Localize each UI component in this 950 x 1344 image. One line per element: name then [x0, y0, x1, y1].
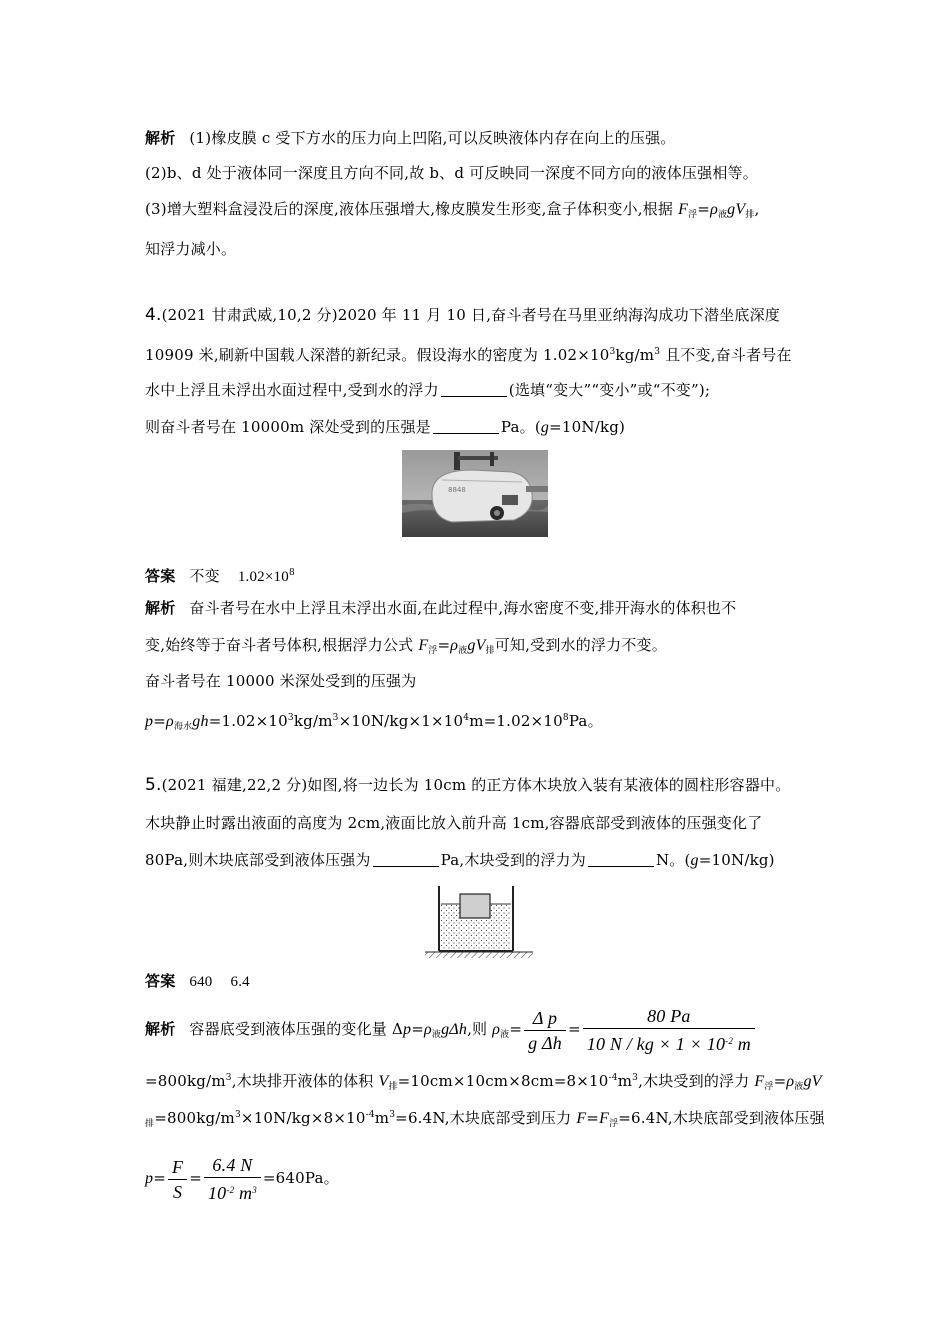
formula-g: g [540, 419, 550, 436]
fraction-6.4N [204, 1154, 261, 1204]
calc-part: =800kg/m [154, 1109, 235, 1127]
superscript: 8 [562, 713, 569, 723]
superscript: 8 [288, 568, 295, 578]
q4-analysis-text-2a: 变,始终等于奋斗者号体积,根据浮力公式 [145, 636, 419, 654]
formula-gV: gV [803, 1073, 822, 1090]
q5-analysis-label: 解析 [145, 1020, 176, 1038]
calc-part: Pa。 [568, 712, 603, 730]
q5-answer-line [145, 971, 250, 992]
formula-F: F [576, 1110, 587, 1127]
q4-analysis-text-1: 奋斗者号在水中上浮且未浮出水面,在此过程中,海水密度不变,排开海水的体积也不 [189, 599, 737, 617]
q5-analysis-line-3 [145, 1105, 825, 1134]
formula-rho: ρ [424, 1021, 432, 1038]
subscript: 液 [717, 210, 728, 220]
formula-dh: Δh [449, 1021, 468, 1038]
formula-p: p [403, 1021, 412, 1038]
fraction-F-over-S [168, 1156, 187, 1203]
calc-part: ,木块排开液体的体积 [231, 1072, 379, 1090]
calc-part: kg/m [293, 712, 333, 730]
fraction-numerator: Δ p [524, 1007, 566, 1031]
subscript: 排 [388, 1082, 398, 1092]
comma: , [754, 200, 760, 218]
subscript: 排 [485, 646, 495, 656]
q3-analysis-label: 解析 [145, 129, 176, 147]
q4-line-2 [145, 342, 792, 365]
superscript: 3 [654, 347, 661, 357]
q4-text-3a: 水中上浮且未浮出水面过程中,受到水的浮力 [145, 381, 439, 399]
answer-blank-4[interactable] [588, 852, 654, 867]
subscript: 液 [458, 646, 468, 656]
q4-analysis-text-3: 奋斗者号在 10000 米深处受到的压强为 [145, 672, 417, 690]
q4-text-2b: kg/m [615, 346, 655, 364]
calc-part: m [617, 1072, 633, 1090]
equals: = [437, 636, 451, 654]
fraction-80pa [583, 1005, 755, 1055]
q4-line-1 [145, 305, 780, 325]
formula-V: V [378, 1073, 389, 1090]
superscript: 3 [389, 1110, 396, 1120]
container-diagram [425, 884, 533, 958]
q5-text-1: (2021 福建,22,2 分)如图,将一边长为 10cm 的正方体木块放入装有某液体的圆柱形容器中。 [161, 776, 791, 794]
q4-analysis-text-2b: 可知,受到水的浮力不变。 [494, 636, 667, 654]
calc-part: m [374, 1109, 390, 1127]
calc-part: ×10N/kg×8×10 [240, 1109, 366, 1127]
formula-p: p [145, 713, 154, 730]
q5-analysis-line-4 [145, 1153, 339, 1203]
subscript: 浮 [609, 1119, 619, 1129]
submarine-photo [402, 450, 548, 537]
formula-F: F [754, 1073, 765, 1090]
formula-rho: ρ [786, 1073, 795, 1090]
formula-rho: ρ [710, 201, 718, 218]
q3-analysis-text-4: 知浮力减小。 [145, 240, 237, 258]
q5-line-3 [145, 850, 775, 871]
equals: = [411, 1020, 424, 1038]
q4-answer-2: 1.02×10 [237, 569, 289, 585]
q5-text-3d: =10N/kg) [698, 851, 775, 869]
q4-line-3 [145, 380, 710, 400]
calc-part: =800kg/m [145, 1072, 226, 1090]
superscript: 3 [252, 1185, 257, 1195]
subscript: 浮 [428, 646, 438, 656]
q4-text-2a: 10909 米,刷新中国载人深潜的新纪录。假设海水的密度为 1.02×10 [145, 346, 610, 364]
denominator-part: 10 N / kg × 1 × 10 [586, 1034, 726, 1054]
superscript: 3 [234, 1110, 241, 1120]
calc-part: =640Pa。 [262, 1169, 339, 1187]
superscript: -2 [226, 1185, 235, 1195]
q4-text-4a: 则奋斗者号在 10000m 深处受到的压强是 [145, 418, 431, 436]
q5-answer-1: 640 [189, 974, 213, 990]
subscript: 液 [500, 1030, 510, 1040]
calc-part: =1.02×10 [208, 712, 288, 730]
formula-p: p [145, 1170, 154, 1187]
q4-analysis-line-4 [145, 708, 603, 737]
q3-analysis-text-2: (2)b、d 处于液体同一深度且方向不同,故 b、d 可反映同一深度不同方向的液体压强相等。 [145, 164, 758, 182]
formula-gh: gh [192, 713, 209, 730]
fraction-denominator: S [172, 1181, 183, 1202]
denominator-part: m [234, 1183, 253, 1203]
q3-analysis-line-1 [145, 128, 676, 148]
q5-analysis-line-1 [145, 1004, 757, 1054]
q3-analysis-text-3: (3)增大塑料盒浸没后的深度,液体压强增大,橡皮膜发生形变,盒子体积变小,根据 [145, 200, 679, 218]
q3-analysis-text-1: (1)橡皮膜 c 受下方水的压力向上凹陷,可以反映液体内存在向上的压强。 [189, 129, 676, 147]
q4-answer-label: 答案 [145, 567, 176, 585]
calc-part: =10cm×10cm×8cm=8×10 [397, 1072, 609, 1090]
subscript: 排 [145, 1119, 155, 1129]
fraction-numerator: 80 Pa [583, 1005, 755, 1029]
superscript: 4 [463, 713, 470, 723]
superscript: 3 [609, 347, 616, 357]
denominator-part: 10 [207, 1183, 227, 1203]
formula-F: F [418, 637, 429, 654]
answer-blank-2[interactable] [433, 419, 499, 434]
formula-gV: gV [467, 637, 486, 654]
formula-g: g [690, 852, 699, 869]
q4-text-3b: (选填“变大”“变小”或“不变”); [508, 381, 711, 399]
q3-analysis-line-2 [145, 163, 758, 183]
q4-analysis-line-2 [145, 635, 667, 661]
q4-analysis-line-1 [145, 598, 736, 618]
q5-analysis-text-1b: ,则 [467, 1020, 493, 1038]
q5-number: 5. [145, 775, 162, 795]
calc-part: ×10N/kg×1×10 [338, 712, 464, 730]
q4-text-1: (2021 甘肃武威,10,2 分)2020 年 11 月 10 日,奋斗者号在马里亚纳海沟成功下潜坐底深度 [161, 306, 780, 324]
equals: = [567, 1020, 581, 1038]
calc-part: ,木块受到的浮力 [638, 1072, 755, 1090]
q5-line-1 [145, 775, 790, 795]
q5-analysis-text-1a: 容器底受到液体压强的变化量 Δ [189, 1020, 404, 1038]
q4-answer-1: 不变 [189, 567, 220, 585]
superscript: -4 [608, 1073, 618, 1083]
q5-analysis-line-2 [145, 1068, 822, 1097]
q5-line-2 [145, 813, 762, 833]
subscript: 排 [745, 210, 755, 220]
answer-blank-1[interactable] [441, 382, 507, 397]
q5-answer-2: 6.4 [230, 974, 250, 990]
equals: = [773, 1072, 787, 1090]
calc-part: m=1.02×10 [469, 712, 563, 730]
q4-line-4 [145, 417, 625, 438]
superscript: 3 [225, 1073, 232, 1083]
formula-gV: gV [727, 201, 746, 218]
formula-rho: ρ [492, 1021, 501, 1038]
formula-rho: ρ [450, 637, 459, 654]
formula-g: g [441, 1021, 450, 1038]
q5-text-2: 木块静止时露出液面的高度为 2cm,液面比放入前升高 1cm,容器底部受到液体的压强变化了 [145, 814, 763, 832]
subscript: 液 [431, 1030, 442, 1040]
fraction-dp-over-gdh [524, 1007, 566, 1054]
q5-answer-label: 答案 [145, 972, 176, 990]
calc-part: =6.4N,木块底部受到压力 [395, 1109, 577, 1127]
equals: = [586, 1109, 600, 1127]
fraction-denominator: g Δh [528, 1032, 562, 1053]
q3-analysis-line-4 [145, 239, 236, 259]
equals: = [189, 1169, 202, 1187]
answer-blank-3[interactable] [373, 852, 439, 867]
fraction-denominator [204, 1178, 261, 1204]
q4-analysis-label: 解析 [145, 599, 176, 617]
subscript: 海水 [173, 722, 193, 732]
equals: = [153, 712, 166, 730]
equals: = [509, 1020, 523, 1038]
q4-text-2c: 且不变,奋斗者号在 [660, 346, 792, 364]
q4-number: 4. [145, 305, 162, 325]
q4-analysis-line-3 [145, 671, 416, 691]
q5-text-3c: N。( [655, 851, 691, 869]
subscript: 浮 [764, 1082, 774, 1092]
formula-rho: ρ [165, 713, 174, 730]
subscript: 液 [794, 1082, 804, 1092]
q4-answer-line [145, 563, 295, 587]
equals: = [153, 1169, 166, 1187]
formula-F: F [678, 201, 689, 218]
superscript: 3 [332, 713, 339, 723]
fraction-denominator [583, 1029, 755, 1055]
q5-text-3a: 80Pa,则木块底部受到液体压强为 [145, 851, 371, 869]
superscript: -2 [725, 1036, 734, 1046]
equals: = [697, 200, 711, 218]
superscript: 3 [632, 1073, 639, 1083]
formula-F: F [599, 1110, 610, 1127]
q4-text-4c: =10N/kg) [549, 418, 626, 436]
subscript: 浮 [688, 210, 698, 220]
superscript: -4 [365, 1110, 375, 1120]
superscript: 3 [287, 713, 294, 723]
fraction-numerator: 6.4 N [204, 1154, 261, 1178]
q5-text-3b: Pa,木块受到的浮力为 [440, 851, 586, 869]
denominator-part: m [733, 1034, 751, 1054]
fraction-numerator: F [168, 1156, 187, 1180]
svg-text:8848: 8848 [448, 486, 466, 494]
q4-text-4b: Pa。( [500, 418, 541, 436]
q3-analysis-line-3 [145, 199, 760, 225]
calc-part: =6.4N,木块底部受到液体压强 [618, 1109, 825, 1127]
